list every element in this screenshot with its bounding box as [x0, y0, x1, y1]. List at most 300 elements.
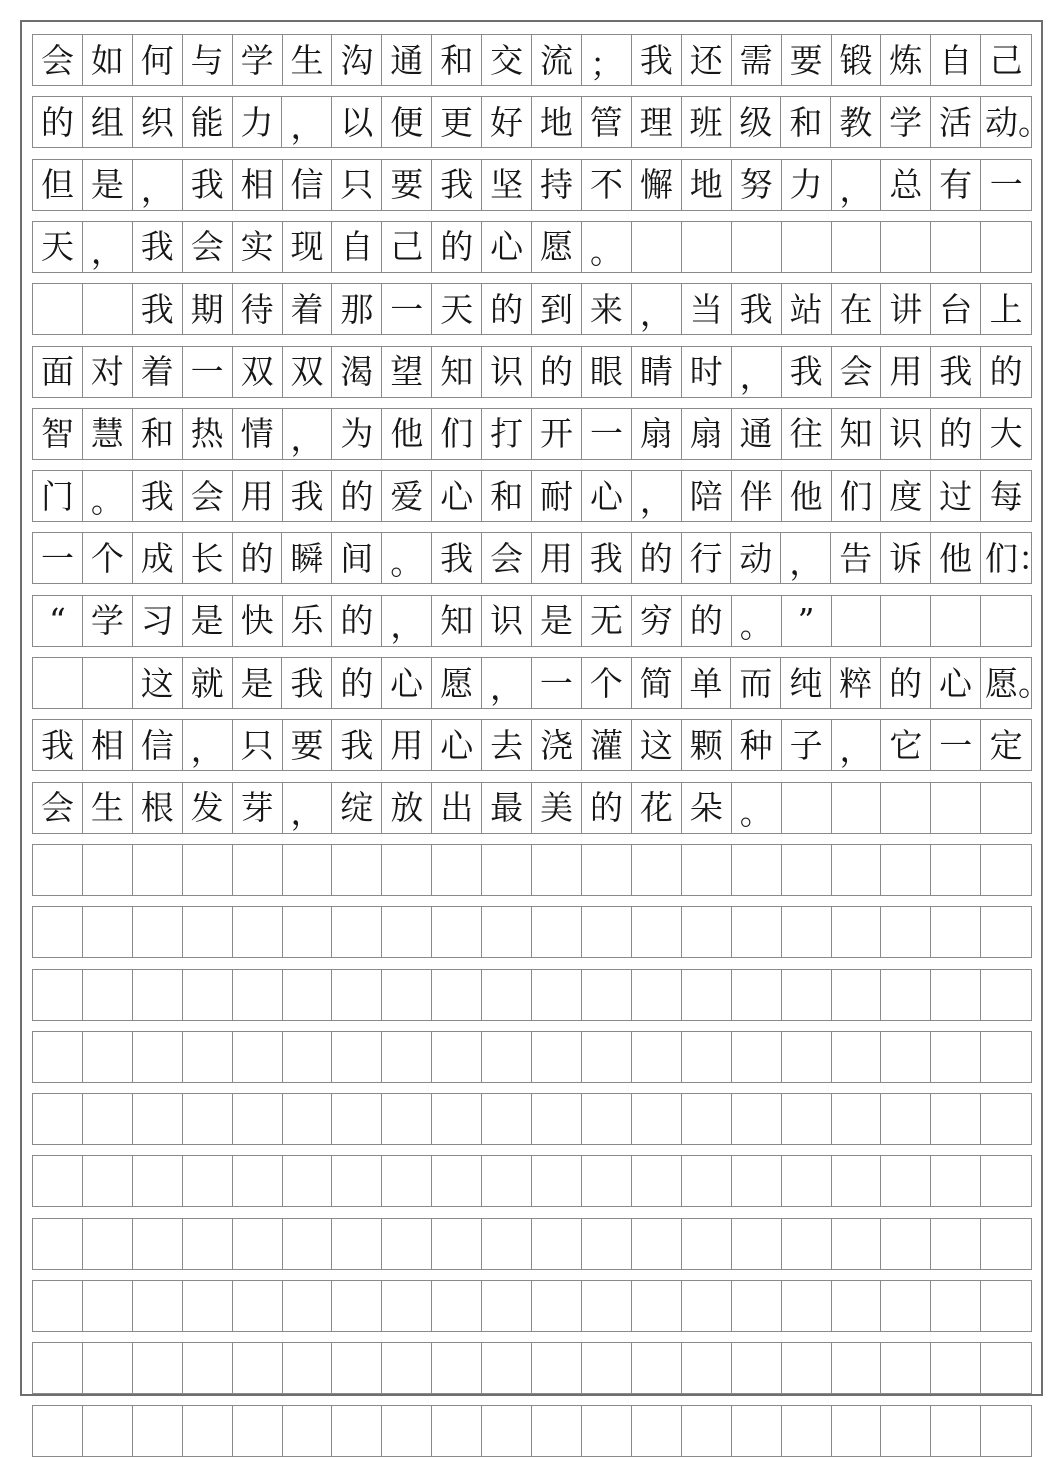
grid-row	[32, 657, 1051, 709]
grid-cell	[732, 1343, 782, 1393]
grid-cell: 开	[532, 409, 582, 459]
grid-cell	[732, 1281, 782, 1331]
grid-cell	[782, 1156, 832, 1206]
grid-cell	[283, 1094, 333, 1144]
grid-cell: 个	[582, 658, 632, 708]
grid-cell: 的	[682, 596, 732, 646]
grid-cell: 我	[782, 347, 832, 397]
grid-cell	[332, 1156, 382, 1206]
grid-cell: 动。	[984, 102, 1051, 142]
grid-cell: 而	[731, 658, 781, 708]
grid-cell	[582, 1343, 632, 1393]
grid-cell	[832, 907, 882, 957]
grid-cell: 信	[133, 720, 183, 770]
grid-cell	[732, 845, 782, 895]
grid-cell: 大	[989, 414, 1023, 454]
grid-cell: 发	[183, 783, 233, 833]
grid-cell: 愿	[532, 222, 582, 272]
grid-cell: 如	[83, 35, 133, 85]
grid-cell: 爱	[382, 471, 432, 521]
grid-cell: 的	[432, 222, 482, 272]
grid-cell	[632, 222, 682, 272]
grid-cell: 一	[532, 658, 582, 708]
grid-cell: ，	[83, 222, 133, 272]
grid-cell	[183, 1032, 233, 1082]
grid-cell: 更	[432, 97, 482, 147]
grid-cell: 有	[931, 160, 981, 210]
grid-cell	[33, 970, 83, 1020]
grid-cell	[832, 1281, 882, 1331]
grid-cell: 纯	[781, 658, 831, 708]
grid-cell: 绽	[332, 783, 382, 833]
grid-cell	[332, 970, 382, 1020]
grid-cell: 的	[582, 783, 632, 833]
grid-cell	[881, 783, 931, 833]
grid-cell	[931, 1281, 981, 1331]
grid-cell	[283, 1032, 333, 1082]
grid-cell	[482, 1032, 532, 1082]
grid-cell: 是	[233, 658, 283, 708]
grid-row	[32, 1155, 1032, 1207]
grid-cell: 的	[881, 658, 931, 708]
grid-cell: 生	[283, 35, 333, 85]
grid-cell: 但	[33, 160, 83, 210]
grid-cell: ，	[832, 720, 882, 770]
grid-cell: 。	[582, 222, 632, 272]
grid-cell	[432, 907, 482, 957]
grid-cell: 总	[881, 160, 931, 210]
grid-row	[32, 96, 1051, 148]
grid-cell: 组	[83, 97, 133, 147]
grid-cell	[682, 1406, 732, 1456]
grid-cell	[931, 222, 981, 272]
grid-cell	[83, 1156, 133, 1206]
grid-cell	[682, 1032, 732, 1082]
grid-cell: 心	[582, 471, 632, 521]
grid-cell	[931, 970, 981, 1020]
grid-cell: 好	[482, 97, 532, 147]
grid-cell	[881, 1219, 931, 1269]
grid-cell	[233, 1406, 283, 1456]
grid-cell	[832, 783, 882, 833]
grid-cell	[283, 845, 333, 895]
grid-cell: ，	[832, 160, 882, 210]
grid-cell	[682, 845, 732, 895]
grid-cell	[532, 907, 582, 957]
grid-cell	[482, 970, 532, 1020]
grid-cell: 己	[382, 222, 432, 272]
grid-row	[32, 408, 1032, 460]
grid-cell	[233, 1156, 283, 1206]
grid-row	[32, 1031, 1032, 1083]
grid-cell: 美	[532, 783, 582, 833]
grid-cell	[981, 845, 1031, 895]
grid-row	[32, 34, 1032, 86]
grid-cell	[881, 907, 931, 957]
grid-cell: 动	[731, 533, 781, 583]
grid-cell	[133, 1281, 183, 1331]
grid-cell: 一	[33, 533, 83, 583]
grid-cell: 这	[133, 658, 183, 708]
grid-cell	[83, 284, 133, 334]
grid-cell: 要	[283, 720, 333, 770]
grid-cell	[682, 222, 732, 272]
grid-cell: 教	[831, 97, 881, 147]
grid-cell: 那	[332, 284, 382, 334]
grid-cell	[931, 845, 981, 895]
grid-cell: 知	[432, 596, 482, 646]
grid-cell: 过	[931, 471, 981, 521]
grid-cell: ，	[732, 347, 782, 397]
grid-cell	[133, 1094, 183, 1144]
grid-cell	[582, 907, 632, 957]
grid-cell	[632, 1219, 682, 1269]
grid-cell: 的	[33, 97, 83, 147]
grid-cell	[233, 845, 283, 895]
grid-cell: 他	[382, 409, 432, 459]
grid-cell	[432, 845, 482, 895]
grid-cell: 生	[83, 783, 133, 833]
grid-cell	[283, 1219, 333, 1269]
grid-cell	[332, 907, 382, 957]
grid-cell: 心	[432, 720, 482, 770]
grid-cell: 实	[233, 222, 283, 272]
grid-cell	[682, 1281, 732, 1331]
grid-cell: ，	[283, 783, 333, 833]
grid-cell: 我	[632, 35, 682, 85]
grid-cell: 对	[83, 347, 133, 397]
grid-cell	[133, 1219, 183, 1269]
grid-row	[32, 595, 1032, 647]
grid-cell: 。	[732, 596, 782, 646]
grid-cell: 去	[482, 720, 532, 770]
grid-cell	[881, 1343, 931, 1393]
grid-cell	[133, 970, 183, 1020]
grid-row	[32, 532, 1051, 584]
grid-cell	[332, 1032, 382, 1082]
grid-cell: 班	[682, 97, 732, 147]
grid-cell	[782, 907, 832, 957]
grid-cell: 我	[33, 720, 83, 770]
grid-cell: 需	[732, 35, 782, 85]
grid-cell	[33, 907, 83, 957]
grid-cell	[83, 1406, 133, 1456]
grid-cell: ，	[282, 97, 332, 147]
grid-cell	[832, 1094, 882, 1144]
grid-cell	[931, 1219, 981, 1269]
grid-cell	[682, 1094, 732, 1144]
grid-cell	[931, 596, 981, 646]
grid-cell	[832, 222, 882, 272]
grid-cell: 伴	[732, 471, 782, 521]
grid-cell	[283, 1156, 333, 1206]
grid-cell: ；	[582, 35, 632, 85]
grid-cell: 灌	[582, 720, 632, 770]
grid-cell	[832, 1406, 882, 1456]
grid-cell: 成	[133, 533, 183, 583]
grid-cell	[382, 907, 432, 957]
grid-row	[32, 969, 1032, 1021]
grid-cell: 智	[33, 409, 83, 459]
grid-cell	[981, 1032, 1031, 1082]
grid-cell: 着	[133, 347, 183, 397]
grid-cell	[83, 907, 133, 957]
grid-cell	[382, 1406, 432, 1456]
grid-cell	[183, 1281, 233, 1331]
grid-cell: 我	[133, 471, 183, 521]
grid-cell: 和	[432, 35, 482, 85]
grid-cell	[931, 1406, 981, 1456]
grid-cell	[482, 1219, 532, 1269]
grid-cell: 我	[133, 284, 183, 334]
grid-cell	[981, 596, 1031, 646]
grid-cell: 以	[332, 97, 382, 147]
grid-cell: 行	[682, 533, 732, 583]
grid-cell	[832, 596, 882, 646]
grid-cell: ，	[632, 284, 682, 334]
grid-cell	[832, 1343, 882, 1393]
grid-cell	[83, 1094, 133, 1144]
grid-cell: “	[33, 596, 83, 646]
grid-cell: 就	[183, 658, 233, 708]
grid-cell	[632, 1032, 682, 1082]
grid-cell: ，	[482, 658, 532, 708]
grid-cell: 天	[33, 222, 83, 272]
grid-cell	[582, 1406, 632, 1456]
grid-cell	[183, 1094, 233, 1144]
grid-cell	[632, 970, 682, 1020]
grid-cell: 会	[183, 222, 233, 272]
grid-cell: 坚	[482, 160, 532, 210]
grid-cell	[931, 1156, 981, 1206]
grid-cell	[233, 1219, 283, 1269]
grid-cell: 睛	[632, 347, 682, 397]
grid-cell: 用	[233, 471, 283, 521]
grid-cell: 流	[532, 35, 582, 85]
grid-cell	[432, 1032, 482, 1082]
grid-cell	[782, 222, 832, 272]
grid-cell	[482, 1094, 532, 1144]
grid-cell	[283, 907, 333, 957]
grid-cell: 们	[832, 471, 882, 521]
grid-cell	[482, 1343, 532, 1393]
grid-cell	[881, 1094, 931, 1144]
grid-cell	[233, 907, 283, 957]
grid-cell: 根	[133, 783, 183, 833]
grid-cell: 望	[382, 347, 432, 397]
grid-cell: 用	[382, 720, 432, 770]
grid-cell: 热	[183, 409, 233, 459]
grid-cell: 渴	[332, 347, 382, 397]
grid-cell: 心	[931, 658, 981, 708]
grid-cell	[83, 1343, 133, 1393]
grid-cell	[183, 907, 233, 957]
grid-cell	[881, 1281, 931, 1331]
grid-cell	[732, 907, 782, 957]
grid-cell	[881, 1406, 931, 1456]
grid-cell: 识	[881, 409, 931, 459]
grid-cell	[732, 222, 782, 272]
grid-cell	[632, 907, 682, 957]
grid-cell: 会	[33, 783, 83, 833]
grid-cell: 告	[831, 533, 881, 583]
grid-cell	[632, 1281, 682, 1331]
grid-cell	[832, 970, 882, 1020]
grid-row	[32, 844, 1032, 896]
grid-cell: 心	[382, 658, 432, 708]
grid-cell	[832, 845, 882, 895]
grid-cell	[33, 658, 83, 708]
grid-cell	[881, 222, 931, 272]
grid-cell: 锻	[832, 35, 882, 85]
grid-cell	[382, 1219, 432, 1269]
grid-row	[32, 159, 1032, 211]
grid-cell: 心	[482, 222, 532, 272]
grid-cell: 天	[432, 284, 482, 334]
grid-cell	[432, 1156, 482, 1206]
grid-cell: 通	[382, 35, 432, 85]
grid-cell	[532, 1219, 582, 1269]
grid-cell: 穷	[632, 596, 682, 646]
grid-cell: 无	[582, 596, 632, 646]
grid-cell	[981, 970, 1031, 1020]
grid-cell	[432, 1406, 482, 1456]
grid-cell	[233, 1094, 283, 1144]
grid-cell	[382, 1156, 432, 1206]
grid-cell: 们	[432, 409, 482, 459]
grid-row	[32, 1342, 1032, 1394]
grid-cell	[782, 1032, 832, 1082]
grid-cell	[83, 970, 133, 1020]
grid-cell	[382, 1094, 432, 1144]
grid-cell	[981, 1343, 1031, 1393]
grid-cell	[332, 1281, 382, 1331]
grid-cell	[881, 970, 931, 1020]
grid-cell: 的	[332, 471, 382, 521]
grid-cell: 一	[582, 409, 632, 459]
grid-cell	[33, 1094, 83, 1144]
grid-cell	[582, 1219, 632, 1269]
grid-cell: 我	[931, 347, 981, 397]
grid-cell	[931, 1343, 981, 1393]
grid-cell	[732, 1406, 782, 1456]
grid-cell: 双	[283, 347, 333, 397]
grid-cell	[33, 1343, 83, 1393]
grid-cell	[183, 1406, 233, 1456]
grid-cell: 管	[582, 97, 632, 147]
grid-cell	[133, 1032, 183, 1082]
grid-cell: 我	[582, 533, 632, 583]
grid-cell: 时	[682, 347, 732, 397]
grid-cell: 度	[881, 471, 931, 521]
grid-cell	[332, 1094, 382, 1144]
grid-cell	[332, 1406, 382, 1456]
grid-cell: 习	[133, 596, 183, 646]
grid-cell: 和	[482, 471, 532, 521]
grid-cell	[432, 1094, 482, 1144]
grid-cell	[532, 1032, 582, 1082]
grid-cell	[83, 1281, 133, 1331]
grid-cell	[632, 1343, 682, 1393]
grid-cell: 的	[532, 347, 582, 397]
grid-cell: 个	[83, 533, 133, 583]
grid-row	[32, 719, 1032, 771]
grid-cell: 扇	[632, 409, 682, 459]
grid-cell	[382, 970, 432, 1020]
grid-cell: 何	[133, 35, 183, 85]
grid-cell: 每	[989, 476, 1023, 516]
grid-cell: 的	[632, 533, 682, 583]
grid-cell	[931, 907, 981, 957]
grid-cell: 通	[732, 409, 782, 459]
grid-cell: 的	[233, 533, 283, 583]
grid-cell: 能	[183, 97, 233, 147]
grid-row	[32, 782, 1032, 834]
grid-cell: 种	[732, 720, 782, 770]
grid-cell	[532, 1281, 582, 1331]
grid-cell: 长	[183, 533, 233, 583]
grid-cell: 面	[33, 347, 83, 397]
grid-cell: 会	[832, 347, 882, 397]
grid-cell: 芽	[233, 783, 283, 833]
grid-cell: 和	[781, 97, 831, 147]
grid-cell	[83, 1219, 133, 1269]
grid-cell	[532, 970, 582, 1020]
grid-cell: 他	[931, 533, 981, 583]
grid-cell: 级	[731, 97, 781, 147]
grid-cell	[682, 907, 732, 957]
grid-cell	[981, 1219, 1031, 1269]
grid-cell: 浇	[532, 720, 582, 770]
grid-cell	[532, 1406, 582, 1456]
grid-cell: 相	[233, 160, 283, 210]
grid-cell: 讲	[881, 284, 931, 334]
grid-cell	[782, 1281, 832, 1331]
grid-cell	[233, 1343, 283, 1393]
grid-cell	[682, 1156, 732, 1206]
grid-cell: 学	[233, 35, 283, 85]
grid-cell	[133, 1156, 183, 1206]
grid-cell: ，	[133, 160, 183, 210]
grid-cell: 要	[382, 160, 432, 210]
grid-cell	[732, 1032, 782, 1082]
grid-cell: 愿。	[984, 663, 1051, 703]
grid-cell: 粹	[831, 658, 881, 708]
grid-cell	[532, 1094, 582, 1144]
grid-row	[32, 906, 1032, 958]
grid-cell: 。	[83, 471, 133, 521]
grid-cell	[382, 845, 432, 895]
grid-cell	[33, 1156, 83, 1206]
grid-cell: 的	[332, 596, 382, 646]
grid-cell: 己	[989, 40, 1023, 80]
grid-cell	[33, 284, 83, 334]
grid-cell: 炼	[881, 35, 931, 85]
grid-cell	[482, 845, 532, 895]
grid-cell: 现	[283, 222, 333, 272]
grid-cell: 沟	[332, 35, 382, 85]
grid-cell: 我	[183, 160, 233, 210]
grid-cell: 交	[482, 35, 532, 85]
grid-cell	[33, 1219, 83, 1269]
grid-cell: 我	[432, 160, 482, 210]
grid-cell: 一	[183, 347, 233, 397]
grid-cell: 力	[782, 160, 832, 210]
grid-cell: 上	[989, 289, 1023, 329]
grid-cell: 我	[282, 658, 332, 708]
grid-cell: 花	[632, 783, 682, 833]
grid-cell	[382, 1281, 432, 1331]
